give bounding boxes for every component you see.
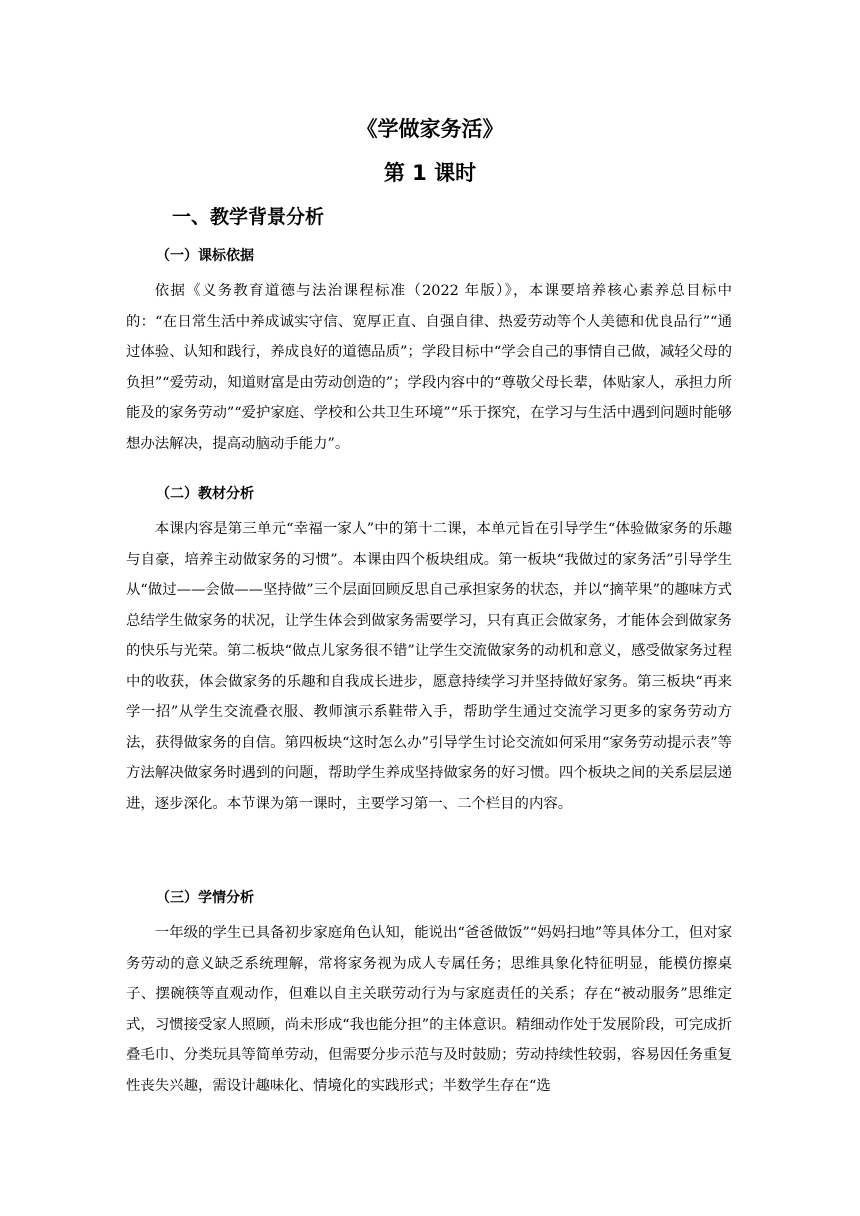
subsection-heading-textbook-analysis: （二）教材分析 (156, 486, 254, 502)
paragraph-curriculum-basis: 依据《义务教育道德与法治课程标准（2022 年版）》，本课要培养核心素养总目标中的：“在日常生活中养成诚实守信、宽厚正直、自强自律、热爱劳动等个人美德和优良品行”“通过体验、认知和践行，养成良好的道德品质”；学段目标中“学会自己的事情自己做，减轻父母的负担”“爱劳动，知道财富是由劳动创造的”；学段内容中的“尊敬父母长辈，体贴家人，承担力所能及的家务劳动”“爱护家庭、学校和公共卫生环境”“乐于探究，在学习与生活中遇到问题时能够想办法解决，提高动脑动手能力”。 (126, 283, 732, 452)
lesson-period-subtitle: 第 1 课时 (383, 161, 477, 185)
subsection-heading-learner-analysis: （三）学情分析 (156, 890, 254, 906)
subsection-heading-curriculum-basis: （一）课标依据 (156, 248, 254, 264)
subsection-learner-analysis (126, 888, 732, 1206)
paragraph-learner-analysis: 一年级的学生已具备初步家庭角色认知，能说出“爸爸做饭”“妈妈扫地”等具体分工，但对家务劳动的意义缺乏系统理解，常将家务视为成人专属任务；思维具象化特征明显，能模仿擦桌子、摆碗筷等直观动作，但难以自主关联劳动行为与家庭责任的关系；存在“被动服务”思维定式，习惯接受家人照顾，尚未形成“我也能分担”的主体意识。精细动作处于发展阶段，可完成折叠毛巾、分类玩具等简单劳动，但需要分步示范与及时鼓励；劳动持续性较弱，容易因任务重复性丧失兴趣，需设计趣味化、情境化的实践形式；半数学生存在“选 (126, 925, 732, 1094)
subsection-curriculum-basis (126, 246, 732, 459)
subsection-textbook-analysis (126, 484, 732, 819)
section-heading-teaching-background: 一、教学背景分析 (172, 206, 325, 228)
paragraph-textbook-analysis: 本课内容是第三单元“幸福一家人”中的第十二课，本单元旨在引导学生“体验做家务的乐趣与自豪，培养主动做家务的习惯”。本课由四个板块组成。第一板块“我做过的家务活”引导学生从“做过——会做——坚持做”三个层面回顾反思自己承担家务的状态，并以“摘苹果”的趣味方式总结学生做家务的状况，让学生体会到做家务需要学习，只有真正会做家务，才能体会到做家务的快乐与光荣。第二板块“做点儿家务很不错”让学生交流做家务的动机和意义，感受做家务过程中的收获，体会做家务的乐趣和自我成长进步，愿意持续学习并坚持做好家务。第三板块“再来学一招”从学生交流叠衣服、教师演示系鞋带入手，帮助学生通过交流学习更多的家务劳动方法，获得做家务的自信。第四板块“这时怎么办”引导学生讨论交流如何采用“家务劳动提示表”等方法解决做家务时遇到的问题，帮助学生养成坚持做家务的好习惯。四个板块之间的关系层层递进，逐步深化。本节课为第一课时，主要学习第一、二个栏目的内容。 (126, 521, 732, 812)
document-title: 《学做家务活》 (356, 117, 504, 141)
